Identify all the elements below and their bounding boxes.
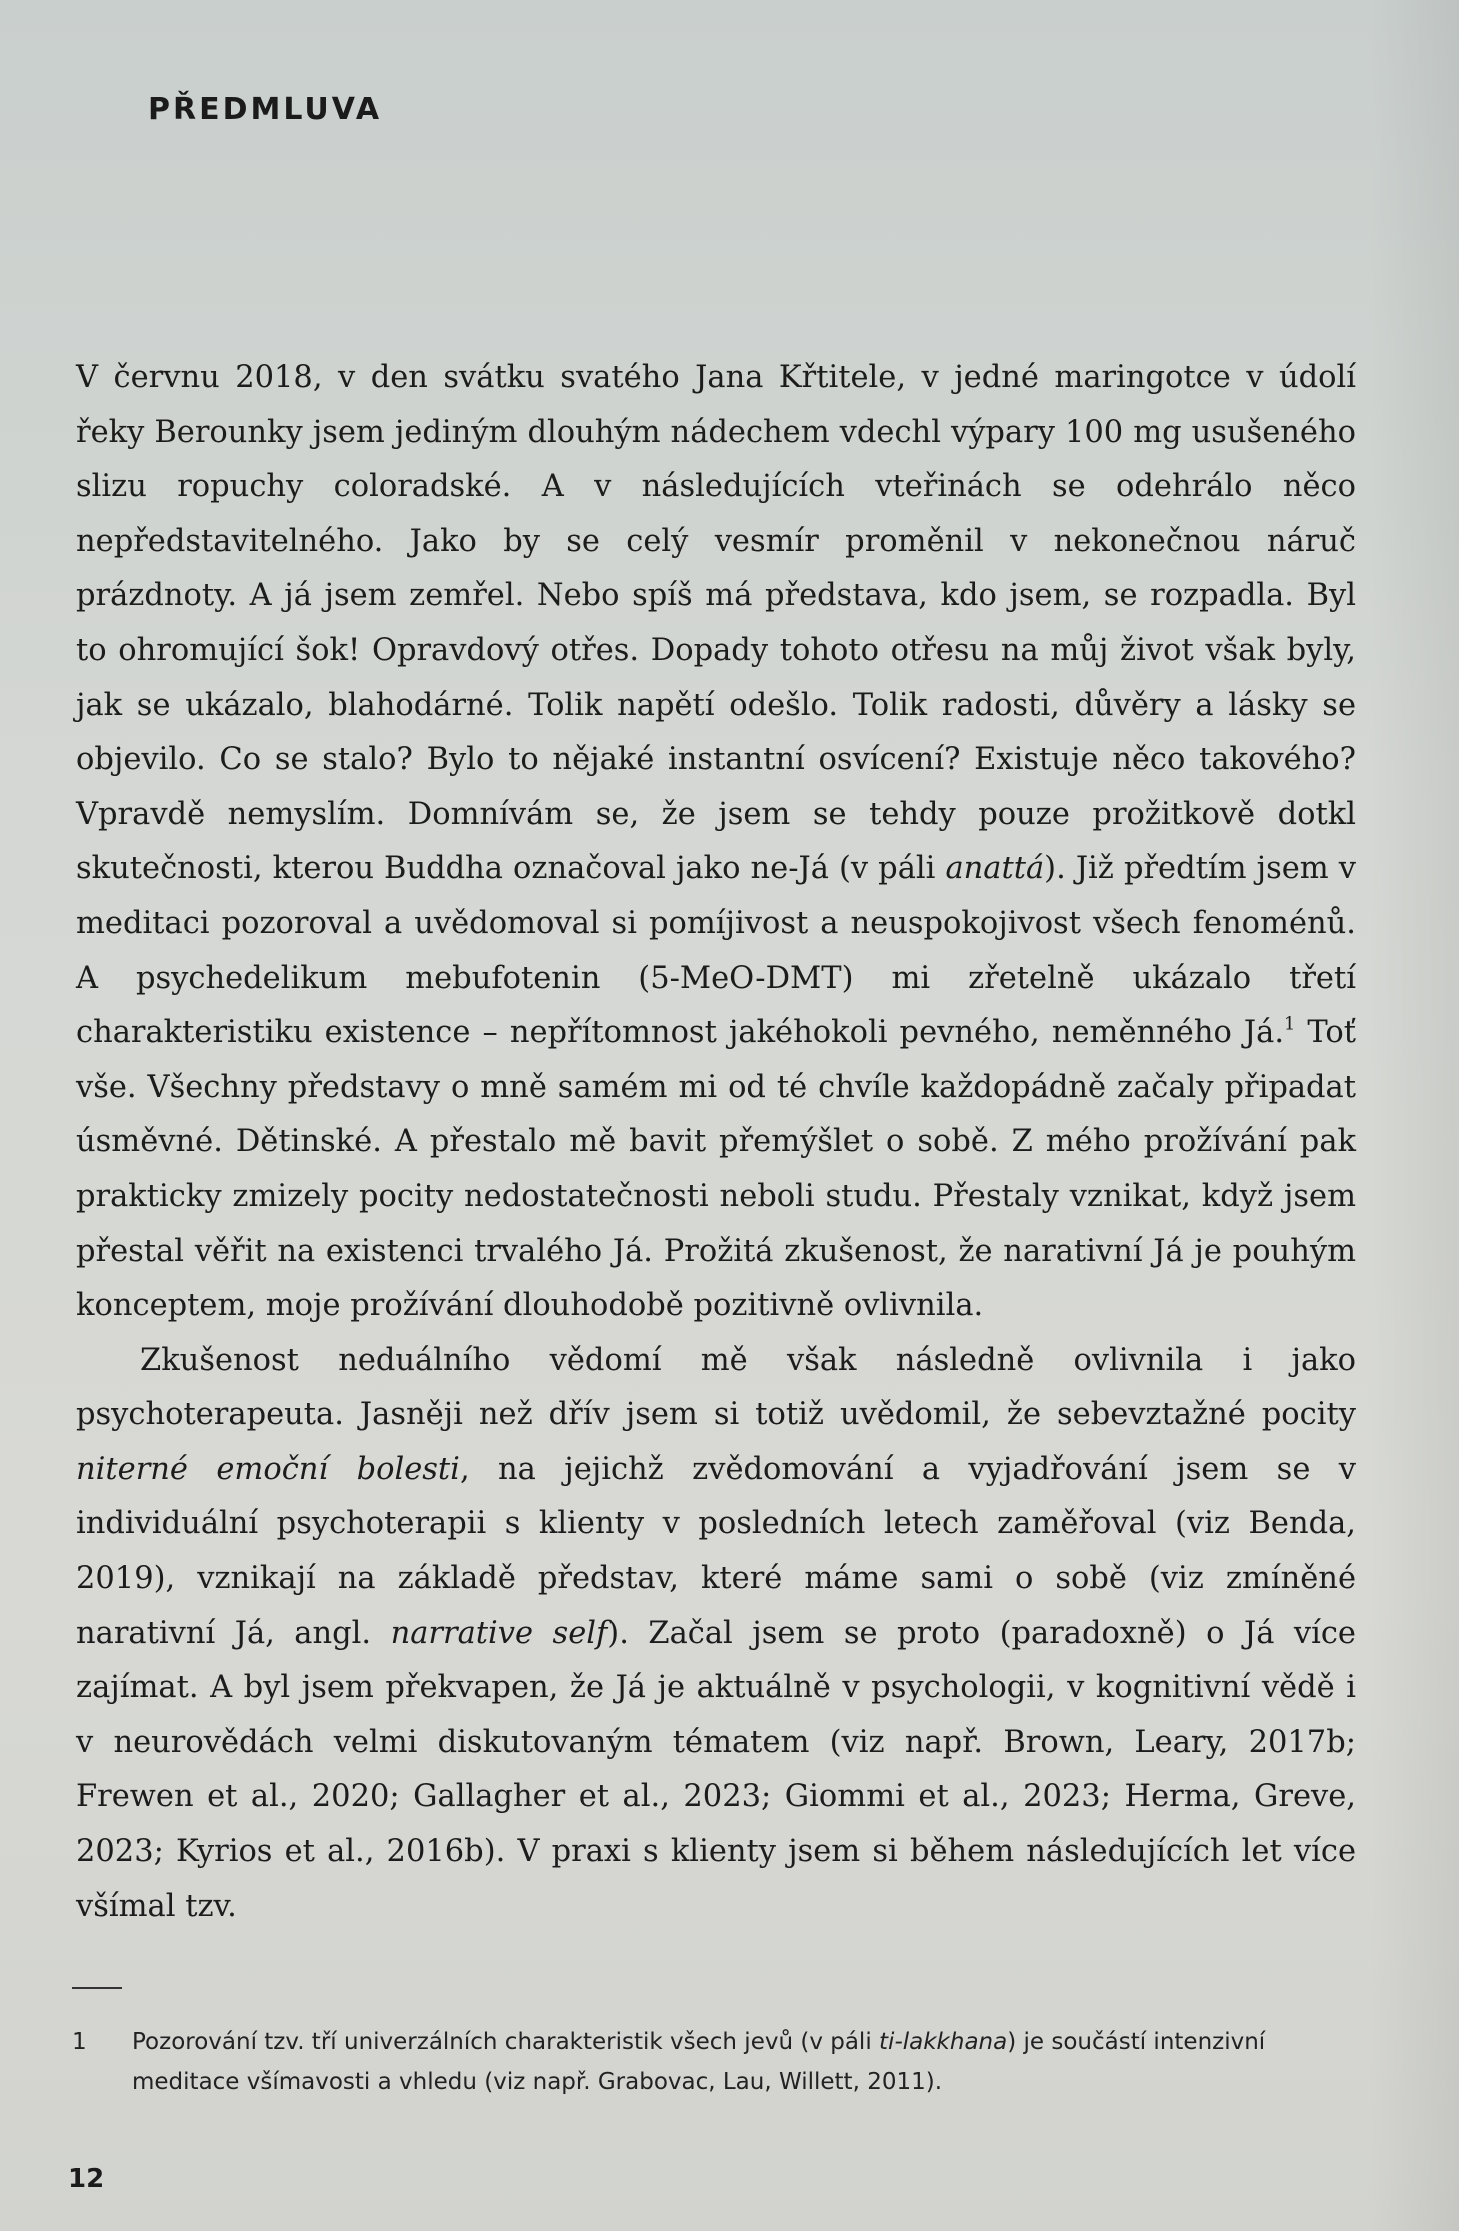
paragraph-1-part-b: ). Již předtím jsem v meditaci pozoroval a uvědomoval si pomíjivost a neuspokojivost všech fenoménů. A psychedelikum mebufotenin (5-MeO-DMT) mi zřetelně ukázalo třetí charakteristiku existence – nepřítomnost jakéhokoli pevného, neměnného Já. — [76, 851, 1356, 1051]
body-text — [76, 351, 1356, 1934]
footnote-reference: 1 — [1284, 1014, 1296, 1035]
footnote-text-part-b: ) je součástí intenzivní meditace všímavosti a vhledu (viz např. Grabovac, Lau, Willett, 2011). — [132, 2029, 1266, 2095]
paragraph-1 — [76, 351, 1356, 1334]
chapter-heading: PŘEDMLUVA — [148, 92, 383, 127]
footnote-divider — [72, 1987, 122, 1989]
paragraph-2-part-b: , na jejichž zvědomování a vyjadřování jsem se v individuální psychoterapii s klienty v posledních letech zaměřoval (viz Benda, 2019), vznikají na základě představ, které máme sami o sobě (viz zmíněné narativní Já, angl. — [76, 1451, 1356, 1651]
page-number: 12 — [68, 2164, 105, 2194]
footnote — [72, 2022, 1302, 2102]
page-edge-shadow — [1369, 0, 1459, 2231]
paragraph-1-part-c: Toť vše. Všechny představy o mně samém mi od té chvíle každopádně začaly připadat úsměvné. Dětinské. A přestalo mě bavit přemýšlet o sobě. Z mého prožívání pak prakticky zmizely pocity nedostatečnosti neboli studu. Přestaly vznikat, když jsem přestal věřit na existenci trvalého Já. Prožitá zkušenost, že narativní Já je pouhým konceptem, moje prožívání dlouhodobě pozitivně ovlivnila. — [76, 1015, 1356, 1324]
paragraph-2 — [76, 1334, 1356, 1935]
footnote-text-part-a: Pozorování tzv. tří univerzálních charakteristik všech jevů (v páli — [132, 2029, 880, 2055]
footnote-text — [132, 2022, 1302, 2102]
paragraph-2-italic-term-2: narrative self — [390, 1615, 608, 1651]
paragraph-2-part-c: ). Začal jsem se proto (paradoxně) o Já více zajímat. A byl jsem překvapen, že Já je aktuálně v psychologii, v kognitivní vědě i v neurovědách velmi diskutovaným tématem (viz např. Brown, Leary, 2017b; Frewen et al., 2020; Gallagher et al., 2023; Giommi et al., 2023; Herma, Greve, 2023; Kyrios et al., 2016b). V praxi s klienty jsem si během následujících let více všímal tzv. — [76, 1615, 1356, 1924]
paragraph-1-italic-term: anattá — [945, 851, 1045, 887]
footnote-number: 1 — [72, 2029, 87, 2055]
paragraph-2-italic-term-1: niterné emoční bolesti — [76, 1451, 460, 1487]
footnote-italic-term: ti-lakkhana — [879, 2029, 1008, 2055]
paragraph-2-part-a: Zkušenost neduálního vědomí mě však následně ovlivnila i jako psychoterapeuta. Jasněji než dřív jsem si totiž uvědomil, že sebevztažné pocity — [76, 1342, 1356, 1433]
paragraph-1-part-a: V červnu 2018, v den svátku svatého Jana Křtitele, v jedné maringotce v údolí řeky Berounky jsem jediným dlouhým nádechem vdechl výpary 100 mg usušeného slizu ropuchy coloradské. A v následujících vteřinách se odehrálo něco nepředstavitelného. Jako by se celý vesmír proměnil v nekonečnou náruč prázdnoty. A já jsem zemřel. Nebo spíš má představa, kdo jsem, se rozpadla. Byl to ohromující šok! Opravdový otřes. Dopady tohoto otřesu na můj život však byly, jak se ukázalo, blahodárné. Tolik napětí odešlo. Tolik radosti, důvěry a lásky se objevilo. Co se stalo? Bylo to nějaké instantní osvícení? Existuje něco takového? Vpravdě nemyslím. Domnívám se, že jsem se tehdy pouze prožitkově dotkl skutečnosti, kterou Buddha označoval jako ne-Já (v páli — [76, 360, 1356, 887]
